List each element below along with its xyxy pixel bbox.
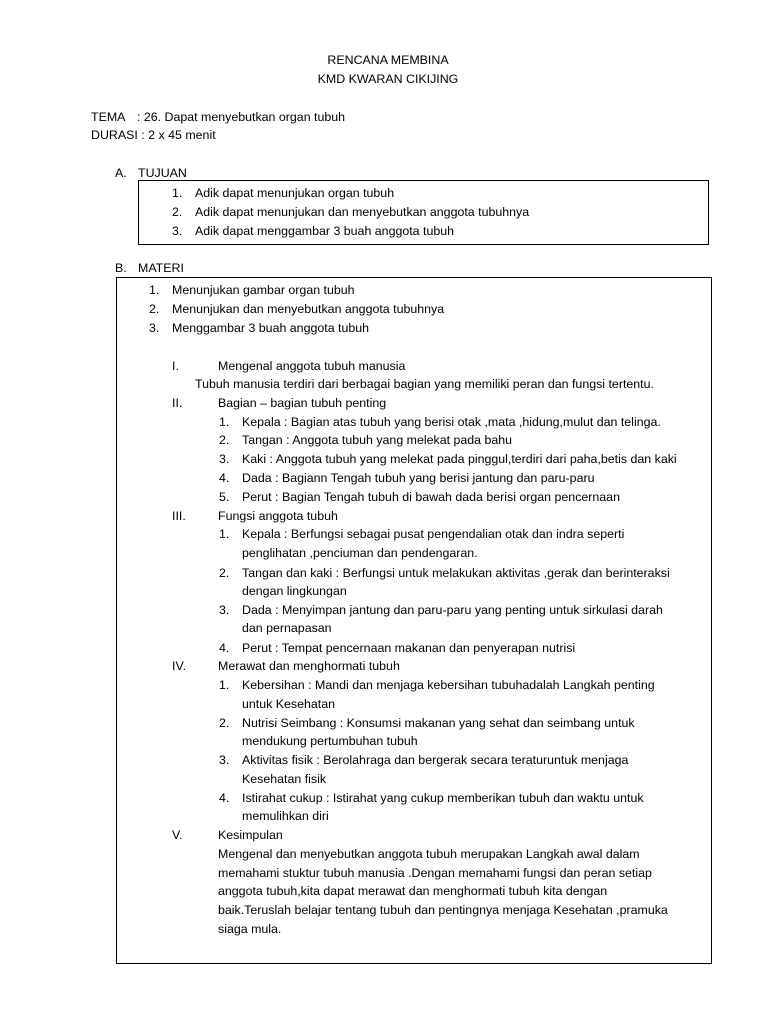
sub-item-text-continued: dan pernapasan bbox=[242, 621, 332, 635]
sub-item-number: 2. bbox=[219, 566, 230, 580]
sub-item-text: Perut : Tempat pencernaan makanan dan penyerapan nutrisi bbox=[242, 641, 576, 655]
document-subtitle: KMD KWARAN CIKIJING bbox=[317, 72, 459, 86]
materi-item-text: Menggambar 3 buah anggota tubuh bbox=[172, 321, 370, 335]
sub-item-text: Perut : Bagian Tengah tubuh di bawah dada berisi organ pencernaan bbox=[242, 490, 620, 504]
sub-item-text: Tangan dan kaki : Berfungsi untuk melakukan aktivitas ,gerak dan berinteraksi bbox=[242, 566, 670, 580]
materi-item-number: 3. bbox=[149, 321, 160, 335]
materi-item-text: Menunjukan gambar organ tubuh bbox=[172, 283, 355, 297]
sub-item-text: Istirahat cukup : Istirahat yang cukup memberikan tubuh dan waktu untuk bbox=[242, 791, 644, 805]
tujuan-item-text: Adik dapat menunjukan organ tubuh bbox=[195, 186, 395, 200]
tujuan-item-number: 2. bbox=[172, 205, 183, 219]
sub-item-text: Kaki : Anggota tubuh yang melekat pada pinggul,terdiri dari paha,betis dan kaki bbox=[242, 452, 677, 466]
roman-numeral: I. bbox=[172, 359, 179, 373]
sub-item-text-continued: memulihkan diri bbox=[242, 809, 329, 823]
tujuan-item-text: Adik dapat menunjukan dan menyebutkan anggota tubuhnya bbox=[195, 205, 530, 219]
materi-item-number: 2. bbox=[149, 302, 160, 316]
roman-numeral: II. bbox=[172, 396, 183, 410]
sub-item-text: Kepala : Bagian atas tubuh yang berisi otak ,mata ,hidung,mulut dan telinga. bbox=[242, 415, 661, 429]
tema-label: TEMA bbox=[91, 110, 126, 124]
sub-item-text: Dada : Menyimpan jantung dan paru-paru yang penting untuk sirkulasi darah bbox=[242, 603, 663, 617]
sub-item-number: 4. bbox=[219, 791, 230, 805]
section-letter-a: A. bbox=[115, 166, 127, 180]
sub-item-text-continued: dengan lingkungan bbox=[242, 584, 347, 598]
section-title-tujuan: TUJUAN bbox=[138, 166, 187, 180]
section-paragraph: Tubuh manusia terdiri dari berbagai bagian yang memiliki peran dan fungsi tertentu. bbox=[195, 377, 654, 391]
sub-item-text: Kepala : Berfungsi sebagai pusat pengendalian otak dan indra seperti bbox=[242, 527, 625, 541]
section-heading: Bagian – bagian tubuh penting bbox=[218, 396, 387, 410]
sub-item-text-continued: untuk Kesehatan bbox=[242, 697, 336, 711]
conclusion-line: siaga mula. bbox=[218, 922, 282, 936]
sub-item-text-continued: mendukung pertumbuhan tubuh bbox=[242, 734, 418, 748]
conclusion-line: Mengenal dan menyebutkan anggota tubuh merupakan Langkah awal dalam bbox=[218, 847, 640, 861]
section-title-materi: MATERI bbox=[138, 261, 184, 275]
sub-item-number: 4. bbox=[219, 471, 230, 485]
sub-item-number: 3. bbox=[219, 753, 230, 767]
tujuan-item-number: 3. bbox=[172, 224, 183, 238]
roman-numeral: IV. bbox=[172, 659, 187, 673]
sub-item-number: 3. bbox=[219, 452, 230, 466]
conclusion-line: baik.Teruslah belajar tentang tubuh dan pentingnya menjaga Kesehatan ,pramuka bbox=[218, 903, 668, 917]
sub-item-number: 1. bbox=[219, 678, 230, 692]
document-title: RENCANA MEMBINA bbox=[327, 53, 449, 67]
sub-item-text: Dada : Bagiann Tengah tubuh yang berisi jantung dan paru-paru bbox=[242, 471, 595, 485]
materi-item-text: Menunjukan dan menyebutkan anggota tubuhnya bbox=[172, 302, 445, 316]
conclusion-line: anggota tubuh,kita dapat merawat dan menghormati tubuh kita dengan bbox=[218, 884, 608, 898]
sub-item-text: Tangan : Anggota tubuh yang melekat pada bahu bbox=[242, 433, 513, 447]
section-heading: Mengenal anggota tubuh manusia bbox=[218, 359, 406, 373]
sub-item-text-continued: Kesehatan fisik bbox=[242, 772, 327, 786]
roman-numeral: V. bbox=[172, 828, 183, 842]
sub-item-number: 1. bbox=[219, 527, 230, 541]
tujuan-item-text: Adik dapat menggambar 3 buah anggota tubuh bbox=[195, 224, 455, 238]
section-heading: Fungsi anggota tubuh bbox=[218, 509, 338, 523]
sub-item-number: 1. bbox=[219, 415, 230, 429]
sub-item-text: Kebersihan : Mandi dan menjaga kebersihan tubuhadalah Langkah penting bbox=[242, 678, 655, 692]
section-heading: Merawat dan menghormati tubuh bbox=[218, 659, 400, 673]
tujuan-item-number: 1. bbox=[172, 186, 183, 200]
sub-item-text: Nutrisi Seimbang : Konsumsi makanan yang sehat dan seimbang untuk bbox=[242, 716, 635, 730]
sub-item-text: Aktivitas fisik : Berolahraga dan bergerak secara teraturuntuk menjaga bbox=[242, 753, 629, 767]
sub-item-text-continued: penglihatan ,penciuman dan pendengaran. bbox=[242, 546, 478, 560]
section-letter-b: B. bbox=[115, 261, 127, 275]
sub-item-number: 2. bbox=[219, 716, 230, 730]
conclusion-line: memahami stuktur tubuh manusia .Dengan memahami fungsi dan peran setiap bbox=[218, 866, 652, 880]
sub-item-number: 5. bbox=[219, 490, 230, 504]
section-heading: Kesimpulan bbox=[218, 828, 283, 842]
sub-item-number: 3. bbox=[219, 603, 230, 617]
sub-item-number: 4. bbox=[219, 641, 230, 655]
durasi-line: DURASI : 2 x 45 menit bbox=[91, 128, 216, 142]
tema-value: : 26. Dapat menyebutkan organ tubuh bbox=[137, 110, 346, 124]
roman-numeral: III. bbox=[172, 509, 186, 523]
sub-item-number: 2. bbox=[219, 433, 230, 447]
materi-item-number: 1. bbox=[149, 283, 160, 297]
